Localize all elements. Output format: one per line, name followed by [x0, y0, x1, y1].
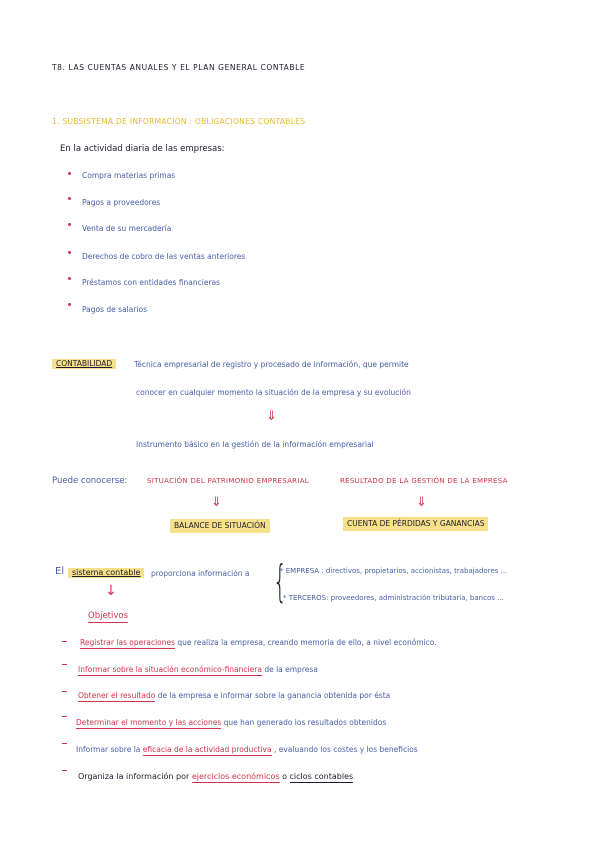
- resultado-label: RESULTADO DE LA GESTIÓN DE LA EMPRESA: [340, 477, 508, 485]
- bullet-dot: [68, 277, 71, 280]
- objetivo-item: [78, 773, 353, 781]
- list-dash: [62, 641, 67, 642]
- objetivo-rest: de la empresa: [264, 665, 318, 674]
- objetivo-rest: que han generado los resultados obtenidos: [223, 718, 387, 727]
- objetivo-item: [78, 692, 390, 700]
- objetivo-keyword: ejercicios económicos: [191, 772, 280, 781]
- sistema-rest: proporciona información a: [151, 569, 250, 578]
- list-dash: [62, 664, 67, 665]
- objetivo-pre: Informar sobre la: [76, 745, 141, 754]
- list-item: Derechos de cobro de las ventas anteriores: [82, 252, 246, 261]
- conocerse-intro: Puede conocerse:: [52, 476, 128, 486]
- situacion-label: SITUACIÓN DEL PATRIMONIO EMPRESARIAL: [147, 477, 309, 485]
- el-text: El: [55, 566, 65, 577]
- objetivo-keyword: Registrar las operaciones: [80, 638, 176, 647]
- list-item: Compra materias primas: [82, 171, 176, 180]
- objetivos-label: Objetivos: [88, 611, 129, 621]
- page-title: T8. LAS CUENTAS ANUALES Y EL PLAN GENERAL CONTABLE: [52, 63, 306, 72]
- bullet-dot: [68, 223, 71, 226]
- objetivo-rest: , evaluando los costes y los beneficios: [273, 745, 418, 754]
- empresa-text: * EMPRESA : directivos, propietarios, accionistas, trabajadores ...: [280, 567, 508, 575]
- down-arrow-icon: ⇓: [416, 495, 427, 510]
- section-heading: 1. SUBSISTEMA DE INFORMACIÓN . OBLIGACIONES CONTABLES: [52, 117, 306, 126]
- list-item: Pagos a proveedores: [82, 198, 161, 207]
- objetivo-keyword-2: ciclos contables: [289, 772, 354, 781]
- balance-box: BALANCE DE SITUACIÓN: [170, 519, 270, 533]
- cuenta-box: CUENTA DE PÉRDIDAS Y GANANCIAS: [343, 517, 488, 531]
- contabilidad-definition-line2: conocer en cualquier momento la situación de la empresa y su evolución: [136, 388, 411, 397]
- down-arrow-icon: ⇓: [266, 409, 277, 424]
- objetivo-keyword: Determinar el momento y las acciones: [76, 718, 222, 727]
- list-item: Pagos de salarios: [82, 305, 148, 314]
- intro-text: En la actividad diaria de las empresas:: [60, 144, 225, 154]
- bullet-dot: [68, 303, 71, 306]
- contabilidad-definition-line1: Técnica empresarial de registro y procesado de información, que permite: [134, 360, 409, 369]
- contabilidad-label: CONTABILIDAD: [52, 359, 116, 369]
- instrumento-text: Instrumento básico en la gestión de la información empresarial: [136, 440, 374, 449]
- objetivo-keyword: Informar sobre la situación económico-financiera: [78, 665, 262, 674]
- down-arrow-icon: ↓: [105, 583, 117, 599]
- list-dash: [62, 691, 67, 692]
- list-item: Venta de su mercadería: [82, 224, 172, 233]
- objetivo-keyword: eficacia de la actividad productiva: [142, 745, 272, 754]
- objetivo-rest: que realiza la empresa, creando memoria de ello, a nivel económico.: [177, 638, 437, 647]
- brace-icon: {: [273, 556, 287, 607]
- down-arrow-icon: ⇓: [211, 495, 222, 510]
- bullet-dot: [68, 251, 71, 254]
- bullet-dot: [68, 197, 71, 200]
- list-dash: [62, 770, 67, 771]
- list-item: Préstamos con entidades financieras: [82, 278, 221, 287]
- objetivo-mid: o: [282, 772, 287, 781]
- list-dash: [62, 716, 67, 717]
- objetivo-keyword: Obtener el resultado: [78, 691, 156, 700]
- objetivo-item: [78, 666, 318, 674]
- objetivo-rest: de la empresa e informar sobre la ganancia obtenida por ésta: [157, 691, 391, 700]
- terceros-text: * TERCEROS: proveedores, administración tributaria, bancos ...: [283, 594, 504, 602]
- objetivo-item: [80, 639, 437, 647]
- objetivo-item: [76, 719, 386, 727]
- sistema-contable-label: sistema contable: [68, 568, 144, 578]
- objetivo-item: [76, 746, 418, 754]
- objetivo-pre: Organiza la información por: [78, 772, 190, 781]
- list-dash: [62, 743, 67, 744]
- bullet-dot: [68, 172, 71, 175]
